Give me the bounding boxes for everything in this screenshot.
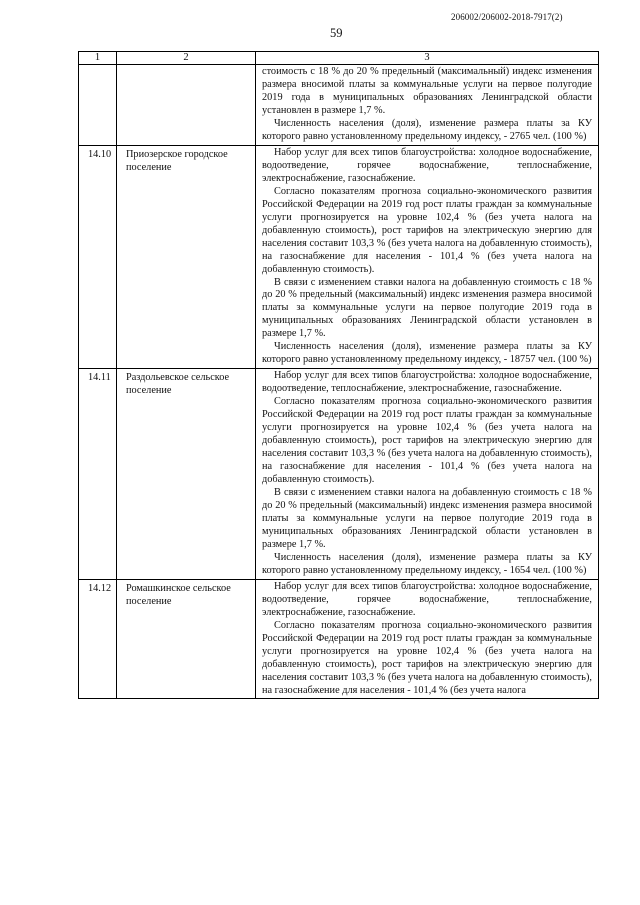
row-number xyxy=(79,65,117,146)
column-header-3: 3 xyxy=(256,52,599,65)
page-number: 59 xyxy=(330,26,343,40)
content-paragraph: Набор услуг для всех типов благоустройства: холодное водоснабжение, водоотведение, горячее водоснабжение, теплоснабжение, электроснабжение, газоснабжение. xyxy=(262,146,592,184)
content-paragraph: Согласно показателям прогноза социально-экономического развития Российской Федерации на 2019 год рост платы граждан за коммунальные услуги прогнозируется на уровне 102,4 % (без учета налога на добавленную стоимость), рост тарифов на электрическую энергию для населения составит 103,3 % (без учета налога на добавленную стоимость), на газоснабжение для населения - 101,4 % (без учета налога на добавленную стоимость). xyxy=(262,185,592,275)
settlement-name: Ромашкинское сельское поселение xyxy=(117,579,256,698)
table-row-14-12 xyxy=(79,579,599,698)
content-paragraph: стоимость с 18 % до 20 % предельный (максимальный) индекс изменения размера вносимой платы за коммунальные услуги на первое полугодие 2019 года в муниципальных образованиях Ленинградской области установлен в размере 1,7 %. xyxy=(262,66,592,116)
row-content xyxy=(256,369,599,580)
table-row-14-11 xyxy=(79,369,599,580)
settlement-name: Приозерское городское поселение xyxy=(117,145,256,368)
document-number: 206002/206002-2018-7917(2) xyxy=(451,12,563,22)
settlement-name xyxy=(117,65,256,146)
settlement-name: Раздольевское сельское поселение xyxy=(117,369,256,580)
content-paragraph: Набор услуг для всех типов благоустройства: холодное водоснабжение, водоотведение, горячее водоснабжение, теплоснабжение, электроснабжение, газоснабжение. xyxy=(262,580,592,618)
content-paragraph: Согласно показателям прогноза социально-экономического развития Российской Федерации на 2019 год рост платы граждан за коммунальные услуги прогнозируется на уровне 102,4 % (без учета налога на добавленную стоимость), рост тарифов на электрическую энергию для населения составит 103,3 % (без учета налога на добавленную стоимость), на газоснабжение для населения - 101,4 % (без учета налога xyxy=(262,619,592,696)
row-content xyxy=(256,145,599,368)
content-paragraph: Численность населения (доля), изменение размера платы за КУ которого равно установленному предельному индексу, - 18757 чел. (100 %) xyxy=(262,341,592,366)
content-paragraph: Согласно показателям прогноза социально-экономического развития Российской Федерации на 2019 год рост платы граждан за коммунальные услуги прогнозируется на уровне 102,4 % (без учета налога на добавленную стоимость), рост тарифов на электрическую энергию для населения составит 103,3 % (без учета налога на добавленную стоимость), на газоснабжение для населения - 101,4 % (без учета налога на добавленную стоимость). xyxy=(262,396,592,486)
content-paragraph: В связи с изменением ставки налога на добавленную стоимость с 18 % до 20 % предельный (максимальный) индекс изменения размера вносимой платы за коммунальные услуги на первое полугодие 2019 года в муниципальных образованиях Ленинградской области установлен в размере 1,7 %. xyxy=(262,487,592,550)
content-paragraph: В связи с изменением ставки налога на добавленную стоимость с 18 % до 20 % предельный (максимальный) индекс изменения размера вносимой платы за коммунальные услуги на первое полугодие 2019 года в муниципальных образованиях Ленинградской области установлен в размере 1,7 %. xyxy=(262,276,592,340)
content-paragraph: Численность населения (доля), изменение размера платы за КУ которого равно установленному предельному индексу, - 2765 чел. (100 %) xyxy=(262,117,592,142)
row-number: 14.11 xyxy=(79,369,117,580)
row-number: 14.12 xyxy=(79,579,117,698)
row-content xyxy=(256,579,599,698)
row-number: 14.10 xyxy=(79,145,117,368)
table-header-row xyxy=(79,52,599,65)
table-row-continued xyxy=(79,65,599,146)
column-header-2: 2 xyxy=(117,52,256,65)
content-paragraph: Набор услуг для всех типов благоустройства: холодное водоснабжение, водоотведение, теплоснабжение, электроснабжение, газоснабжение. xyxy=(262,370,592,395)
content-paragraph: Численность населения (доля), изменение размера платы за КУ которого равно установленному предельному индексу, - 1654 чел. (100 %) xyxy=(262,551,592,576)
row-content xyxy=(256,65,599,146)
table-row-14-10 xyxy=(79,145,599,368)
column-header-1: 1 xyxy=(79,52,117,65)
tariff-table xyxy=(78,51,599,699)
